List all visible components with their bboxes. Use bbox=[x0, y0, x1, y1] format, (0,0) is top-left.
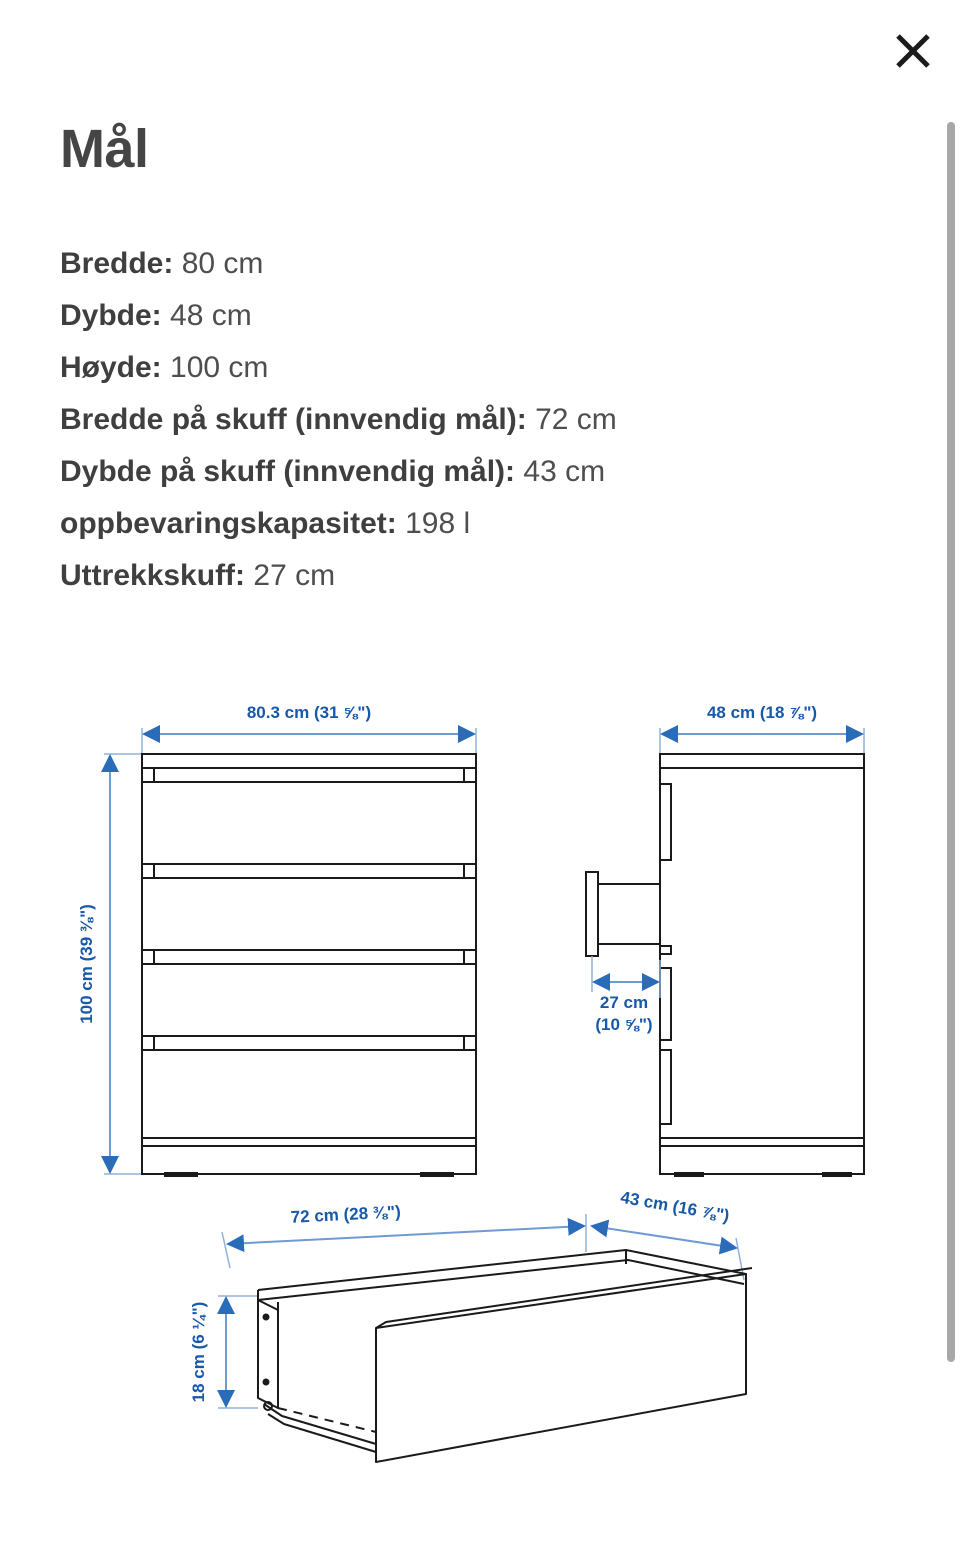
front-cabinet-body bbox=[142, 754, 476, 1174]
front-view bbox=[77, 703, 476, 1177]
spec-row-bredde-skuff bbox=[60, 394, 925, 446]
dimensions-panel bbox=[0, 0, 925, 602]
width-dimension bbox=[142, 703, 476, 792]
spec-row-hoyde bbox=[60, 342, 925, 394]
spec-value: 48 cm bbox=[170, 299, 252, 332]
drawer-height-dimension-label: 18 cm (6 ¼") bbox=[189, 1301, 208, 1403]
spec-row-uttrekkskuff bbox=[60, 550, 925, 602]
pullout-dimension-label-line1: 27 cm bbox=[599, 993, 649, 1012]
side-cabinet-body bbox=[660, 754, 864, 1174]
drawer-detail-view bbox=[189, 1188, 752, 1462]
dimension-drawing bbox=[46, 672, 906, 1512]
depth-dimension-label: 48 cm (18 ⅞") bbox=[706, 703, 818, 722]
side-open-drawer bbox=[586, 872, 660, 956]
pullout-dimension bbox=[592, 956, 660, 1034]
spec-label: Høyde: bbox=[60, 351, 162, 384]
spec-row-dybde bbox=[60, 290, 925, 342]
drawer-depth-dimension bbox=[592, 1188, 744, 1280]
spec-value: 72 cm bbox=[535, 403, 617, 436]
scrollbar-track[interactable] bbox=[942, 0, 960, 1567]
drawer-depth-dimension-label: 43 cm (16 ⅞") bbox=[619, 1187, 731, 1226]
spec-label: Uttrekkskuff: bbox=[60, 559, 246, 592]
spec-value: 43 cm bbox=[523, 455, 606, 488]
spec-row-oppbevaringskapasitet bbox=[60, 498, 925, 550]
spec-label: Bredde på skuff (innvendig mål): bbox=[60, 403, 527, 436]
spec-value: 27 cm bbox=[253, 559, 336, 592]
height-dimension bbox=[77, 754, 142, 1174]
side-view bbox=[586, 703, 864, 1177]
spec-label: Bredde: bbox=[60, 247, 174, 280]
spec-label: Dybde på skuff (innvendig mål): bbox=[60, 455, 516, 488]
spec-row-dybde-skuff bbox=[60, 446, 925, 498]
specification-list bbox=[60, 238, 925, 602]
page-title: Mål bbox=[60, 119, 149, 179]
spec-value: 198 l bbox=[405, 507, 471, 540]
drawer-width-dimension bbox=[222, 1202, 586, 1268]
width-dimension-label: 80.3 cm (31 ⅝") bbox=[246, 703, 372, 722]
spec-label: Dybde: bbox=[60, 299, 162, 332]
spec-label: oppbevaringskapasitet: bbox=[60, 507, 397, 540]
spec-value: 100 cm bbox=[170, 351, 269, 384]
height-dimension-label: 100 cm (39 ⅜") bbox=[77, 904, 96, 1024]
spec-row-bredde bbox=[60, 238, 925, 290]
drawer-height-dimension bbox=[189, 1296, 258, 1408]
depth-dimension bbox=[660, 703, 864, 792]
spec-value: 80 cm bbox=[181, 247, 264, 280]
drawer-width-dimension-label: 72 cm (28 ⅜") bbox=[290, 1202, 402, 1227]
drawer-box bbox=[258, 1250, 752, 1462]
pullout-dimension-label-line2: (10 ⅝") bbox=[595, 1015, 653, 1034]
scrollbar-thumb[interactable] bbox=[947, 122, 955, 1362]
